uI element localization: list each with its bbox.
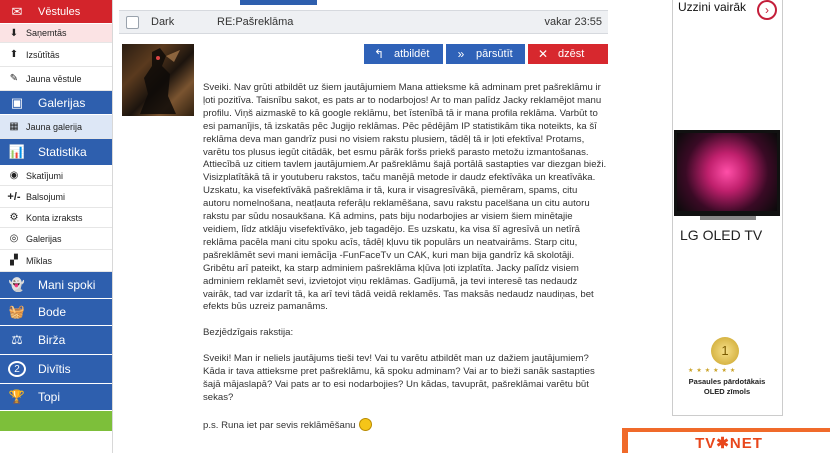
quoted-text: Sveiki! Man ir neliels jautājums tieši tev! Vai tu varētu atbildēt man uz dažiem jautājumiem? Kāda ir tava attieksme pret pašreklāmu, kā spoku adminam? Vai ar to bieži sanāk sastapties šajā mājaslapā? Vai pats ar to esi nodarbojies? Un kādas, tavuprāt, pašreklāmai varētu būt sekas? bbox=[203, 353, 595, 403]
forward-icon: » bbox=[457, 47, 465, 61]
tv-screen-image bbox=[677, 133, 777, 211]
avatar-figure bbox=[122, 44, 194, 116]
plus-minus-icon: +/- bbox=[7, 190, 21, 203]
sidebar-item-label: Mani spoki bbox=[38, 278, 96, 292]
forward-button[interactable] bbox=[446, 44, 525, 64]
eye-icon: ◉ bbox=[9, 170, 19, 181]
award-medal-icon: 1 bbox=[711, 337, 739, 365]
image-icon: ▣ bbox=[10, 94, 24, 110]
sidebar-item-statistika[interactable] bbox=[0, 139, 112, 166]
sidebar-item-label: Konta izraksts bbox=[26, 212, 83, 223]
reply-label: atbildēt bbox=[394, 48, 430, 60]
sidebar-item-label: Statistika bbox=[38, 145, 87, 159]
chart-icon: 📊 bbox=[8, 144, 26, 159]
ghost-icon: 👻 bbox=[8, 277, 26, 292]
tv-stand bbox=[700, 216, 756, 220]
sidebar-item-label: Mīklas bbox=[26, 255, 53, 266]
sidebar-item-label: Izsūtītās bbox=[26, 49, 60, 60]
new-mail-icon: ✎ bbox=[9, 73, 19, 84]
trophy-icon: 🏆 bbox=[8, 389, 26, 404]
sidebar-item-bode[interactable] bbox=[0, 299, 112, 326]
ad-brand: LG OLED TV bbox=[680, 227, 763, 243]
scales-icon: ⚖ bbox=[11, 332, 23, 347]
basket-icon: 🧺 bbox=[8, 304, 26, 319]
sidebar-item-mani-spoki[interactable] bbox=[0, 272, 112, 299]
chevron-right-icon[interactable]: › bbox=[757, 0, 777, 20]
select-checkbox[interactable] bbox=[126, 16, 139, 29]
sidebar-item-label: Divītis bbox=[38, 362, 71, 376]
avatar[interactable] bbox=[122, 44, 194, 116]
sidebar-item-jauna-galerija[interactable] bbox=[0, 115, 112, 139]
ps-text: p.s. Runa iet par sevis reklāmēšanu bbox=[203, 419, 356, 431]
award-line2: OLED zīmols bbox=[703, 387, 751, 396]
sidebar-item-label: Birža bbox=[38, 333, 66, 347]
arrow-up-icon: ⬆ bbox=[9, 49, 19, 60]
message-date: vakar 23:55 bbox=[544, 16, 602, 28]
message-header bbox=[119, 10, 608, 34]
sidebar-item-izsutitas[interactable] bbox=[0, 43, 112, 67]
sidebar-item-label: Galerijas bbox=[38, 95, 86, 110]
close-icon: ✕ bbox=[537, 47, 549, 61]
sidebar-item-miklas[interactable] bbox=[0, 250, 112, 272]
message-actions bbox=[364, 44, 608, 64]
sidebar-item-label: Saņemtās bbox=[26, 28, 67, 38]
stars-icon: ★★★★★★ bbox=[688, 368, 739, 374]
active-tab-indicator bbox=[240, 0, 317, 5]
sidebar-item-galerijas[interactable] bbox=[0, 91, 112, 115]
smiley-icon bbox=[359, 418, 372, 431]
reply-icon: ↰ bbox=[373, 47, 385, 61]
sidebar-item-skatijumi[interactable] bbox=[0, 166, 112, 186]
sidebar-item-label: Jauna galerija bbox=[26, 121, 83, 132]
puzzle-icon: ▞ bbox=[10, 255, 18, 266]
award-text bbox=[677, 377, 777, 397]
quote-author: Bezjēdzīgais rakstija: bbox=[203, 327, 294, 339]
image-icon: ▦ bbox=[9, 121, 19, 132]
sidebar bbox=[0, 0, 113, 453]
sidebar-item-label: Galerijas bbox=[26, 233, 62, 244]
sidebar-item-divitis[interactable] bbox=[0, 355, 112, 384]
message-ps bbox=[203, 418, 607, 433]
sidebar-item-balsojumi[interactable] bbox=[0, 186, 112, 208]
sidebar-item-label: Bode bbox=[38, 305, 67, 319]
sidebar-item-label: Skatījumi bbox=[26, 170, 64, 181]
two-icon: 2 bbox=[8, 361, 26, 377]
sidebar-item-konta-izraksts[interactable] bbox=[0, 208, 112, 228]
delete-label: dzēst bbox=[558, 48, 585, 60]
sidebar-item-galerijas-stat[interactable] bbox=[0, 228, 112, 250]
author-name[interactable]: Dark bbox=[151, 16, 175, 28]
award-line1: Pasaules pārdotākais bbox=[688, 377, 766, 386]
sidebar-item-label: Jauna vēstule bbox=[26, 73, 82, 84]
message-body bbox=[203, 82, 607, 445]
message-paragraph: Sveiki. Nav grūti atbildēt uz šiem jautājumiem Mana attieksme kā adminam pret pašreklāmu ir ļoti pozitīva. Taisnību sakot, es pats ar to nodarbojos! Ar to man palīdz Jacky reklamējot manu profilu. Viņš aizmaskē to kā google reklāmu, bet īstenībā tā ir mana profila reklāma. Varbūt to esi pamanījis, tā izskatās pēc Jugijo reklāmas. Pēc pēdējām IP statistikām tika noteikts, ka šī reklāma deva man gandrīz pusi no visiem rakstu plusiem, tādēļ tā ir ļoti efektīva! Protams, varētu tos plusus iegūt citādāk, bet esmu pārāk foršs priekš parasto metožu izmantošanas. Attiecībā uz citiem tavlem jautājumiem.Ar pašreklāmu šajā portālā sastapties var diezgan bieži. Visizplatītākā tā ir youtuberu rakstos, taču manējā metode ir daudz efektīvāka un kreatīvāka. Uzskatu, ka visefektīvākā pašreklāma ir tā, kura ir visagresīvākā, piemēram, spams, citu autoru nomelnošana, neatļauta referāļu reklamēšana, savu rakstu pacelšana un citu autoru rakstu par sūdu nosaukšana. Kā admins, pats biju nodarbojies ar visiem šiem minētajie veidiem, līdz atklāju visefektīvāko, jeb tagadējo. Es uzskatu, ka visa šī agresīvā un netīrā reklāma pacēla mani citu spoku acīs, tādēļ kļuvu tik populārs un neatvairāms. Starp citu, pašreklāmēt sevi mani iemācīja -FunFaceTv un CAK, kuri man bija gandrīz kā skolotāji. Gribētu arī pateikt, ka starp adminiem pašreklāma kļūva ļoti izplatīta. Jacky palīdz visiem adminiem reklamēt sevi, izvietojot viņu reklāmas. Gadījumā, ja tevi interesē tas nedaudz vairāk, tad var izdarīt tā, ka arī tevi tādā veidā reklamēs. Tas maksās nedaudz naudiņas, bet efekts būs uzreiz pamanāms. bbox=[203, 82, 607, 313]
sidebar-item-jauna-vestule[interactable] bbox=[0, 67, 112, 91]
arrow-down-icon: ⬇ bbox=[9, 27, 19, 39]
sidebar-item-vestules[interactable] bbox=[0, 0, 112, 24]
tvnet-logo[interactable]: TV✱NET bbox=[628, 432, 830, 453]
reply-button[interactable] bbox=[364, 44, 443, 64]
delete-button[interactable] bbox=[528, 44, 608, 64]
sidebar-item-topi[interactable] bbox=[0, 384, 112, 411]
envelope-icon: ✉ bbox=[11, 3, 23, 19]
sidebar-item-label: Balsojumi bbox=[26, 191, 66, 202]
sidebar-item-birza[interactable] bbox=[0, 326, 112, 355]
sidebar-item-label: Topi bbox=[38, 390, 61, 404]
message-subject: RE:Pašreklāma bbox=[217, 16, 294, 28]
account-icon: ⚙ bbox=[9, 212, 19, 223]
sidebar-item-sanemtas[interactable] bbox=[0, 24, 112, 43]
sidebar-item-label: Vēstules bbox=[38, 5, 81, 18]
ad-learn-more-link[interactable]: Uzzini vairāk bbox=[678, 0, 747, 14]
sidebar-green-block bbox=[0, 411, 112, 431]
gallery-icon: ◎ bbox=[9, 233, 19, 244]
forward-label: pārsūtīt bbox=[476, 48, 513, 60]
